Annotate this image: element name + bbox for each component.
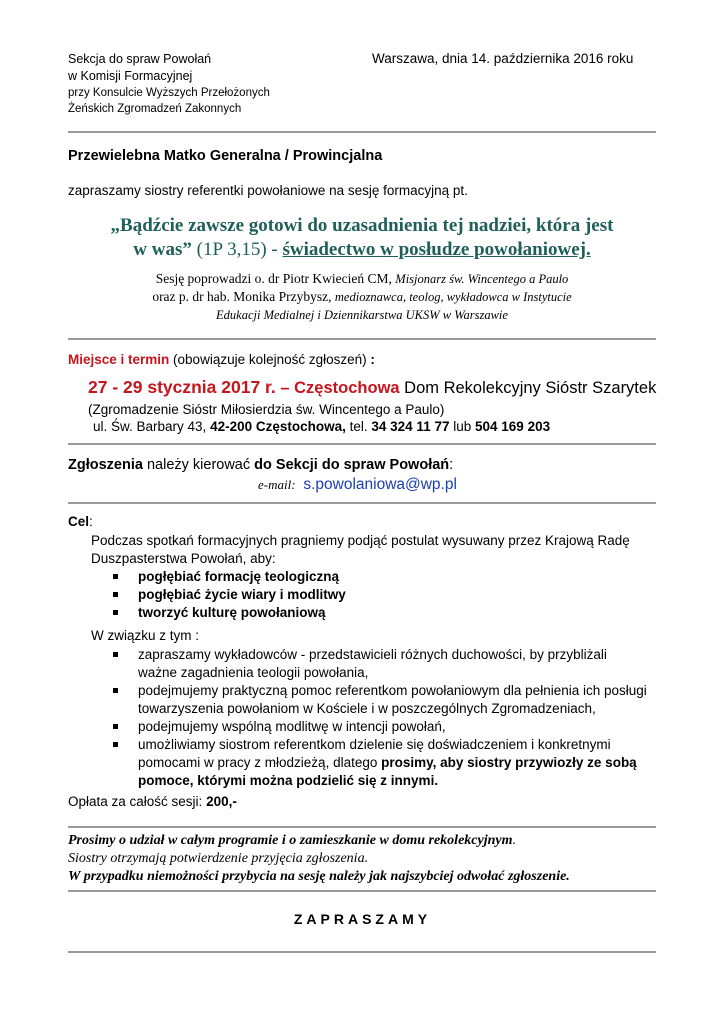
speaker-2-name: oraz p. dr hab. Monika Przybysz, (152, 289, 335, 304)
action-item-line: ważne zagadnienia teologii powołania, (138, 665, 369, 680)
action-item-text: pomocami w pracy z młodzieżą, dlatego (138, 755, 382, 770)
therefore-label: W związku z tym : (91, 628, 200, 643)
email-label: e-mail: (258, 477, 296, 492)
congregation-line: (Zgromadzenie Sióstr Miłosierdzia św. Wincentego a Paulo) (88, 402, 445, 417)
action-item-line: zapraszamy wykładowców - przedstawicieli różnych duchowości, by przybliżali (138, 647, 607, 662)
notes-block (68, 832, 668, 886)
bullet-icon (113, 724, 118, 729)
email-link[interactable]: s.powolaniowa@wp.pl (303, 476, 457, 493)
letter-date: Warszawa, dnia 14. października 2016 roku (372, 51, 634, 66)
event-date-line (88, 377, 656, 398)
action-item-line: podejmujemy praktyczną pomoc referentkom powołaniowym dla pełnienia ich posługi (138, 683, 647, 698)
closing-heading: ZAPRASZAMY (293, 911, 432, 927)
note-1-dot: . (512, 833, 516, 848)
speaker-1-name: Sesję poprowadzi o. dr Piotr Kwiecień CM, (155, 271, 396, 286)
note-3-text: W przypadku niemożności przybycia na sesję należy jak najszybciej odwołać zgłoszenie. (68, 869, 570, 884)
goal-intro-line-1: Podczas spotkań formacyjnych pragniemy podjąć postulat wysuwany przez Krajową Radę (91, 533, 630, 548)
goal-label (68, 514, 93, 529)
goal-label-text: Cel (68, 514, 90, 529)
action-item-emphasis: pomoce, którymi można podzielić się z innymi. (138, 773, 439, 788)
action-item-emphasis: prosimy, aby siostry przywiozły ze sobą (381, 755, 637, 770)
goal-item: pogłębiać życie wiary i modlitwy (138, 587, 346, 602)
divider (68, 443, 656, 445)
street: ul. Św. Barbary 43, (93, 419, 211, 434)
salutation: Przewielebna Matko Generalna / Prowincjalna (68, 148, 383, 164)
session-title-line-2 (68, 238, 656, 262)
action-item-line: towarzyszenia powołaniom w Kościele i w poszczególnych Zgromadzeniach, (138, 701, 596, 716)
place-label (68, 352, 375, 367)
postal-city: 42-200 Częstochowa, (210, 419, 346, 434)
sender-line-1: Sekcja do spraw Powołań (68, 52, 212, 66)
title-citation: (1P 3,15) - (191, 239, 283, 260)
speaker-1 (68, 270, 656, 288)
event-dash: – (275, 379, 295, 397)
session-title (68, 214, 656, 262)
registration-recipient: do Sekcji do spraw Powołań (254, 457, 450, 473)
registration-line (68, 457, 453, 473)
divider (68, 826, 656, 828)
note-2: Siostry otrzymają potwierdzenie przyjęcia zgłoszenia. (68, 851, 369, 866)
action-item-line (138, 754, 648, 772)
email-line (258, 476, 457, 494)
place-label-colon: : (370, 352, 375, 367)
speaker-2-role-cont (68, 306, 656, 324)
action-item-line: umożliwiamy siostrom referentkom dzielenie się doświadczeniem i konkretnymi (138, 737, 611, 752)
goal-label-colon: : (89, 514, 93, 529)
sender-line-3: przy Konsulcie Wyższych Przełożonych (68, 87, 270, 99)
phone-1: 34 324 11 77 (371, 419, 450, 434)
place-label-heading: Miejsce i termin (68, 352, 170, 367)
speakers-block (68, 270, 656, 324)
address-line (93, 419, 550, 434)
phone-or: lub (449, 419, 476, 434)
sender-block (68, 51, 270, 117)
note-3 (68, 868, 668, 886)
invitation-text: zapraszamy siostry referentki powołaniowe na sesję formacyjną pt. (68, 183, 468, 198)
event-house: Dom Rekolekcyjny Sióstr Szarytek (399, 379, 657, 397)
session-title-line-1: „Bądźcie zawsze gotowi do uzasadnienia tej nadziei, która jest (110, 215, 614, 236)
title-quote-end: w was” (133, 239, 192, 260)
bullet-icon (113, 688, 118, 693)
goal-intro-line-2: Duszpasterstwa Powołań, aby: (91, 551, 276, 566)
place-label-note: (obowiązuje kolejność zgłoszeń) (169, 352, 371, 367)
goal-intro (91, 532, 651, 568)
divider (68, 951, 656, 953)
sender-line-2: w Komisji Formacyjnej (68, 69, 193, 83)
fee-line (68, 794, 237, 809)
bullet-icon (113, 610, 118, 615)
tel-label: tel. (345, 419, 372, 434)
divider (68, 131, 656, 133)
speaker-2 (68, 288, 656, 306)
bullet-icon (113, 592, 118, 597)
registration-text: należy kierować (142, 457, 255, 473)
action-item-line: podejmujemy wspólną modlitwę w intencji powołań, (138, 719, 446, 734)
bullet-icon (113, 742, 118, 747)
registration-label: Zgłoszenia (68, 457, 143, 473)
goal-item: tworzyć kulturę powołaniową (138, 605, 326, 620)
speaker-2-role: medioznawca, teolog, wykładowca w Instytucie (334, 290, 572, 304)
divider (68, 338, 656, 340)
event-dates: 27 - 29 stycznia 2017 r. (88, 377, 276, 397)
bullet-icon (113, 574, 118, 579)
note-1 (68, 832, 668, 850)
fee-amount: 200,- (206, 794, 237, 809)
divider (68, 890, 656, 892)
goal-item: pogłębiać formację teologiczną (138, 569, 340, 584)
note-1-text: Prosimy o udział w całym programie i o zamieszkanie w domu rekolekcyjnym (68, 833, 513, 848)
fee-label: Opłata za całość sesji: (68, 794, 207, 809)
title-subtitle: świadectwo w posłudze powołaniowej. (282, 239, 591, 260)
registration-colon: : (449, 457, 454, 473)
divider (68, 502, 656, 504)
sender-line-4: Żeńskich Zgromadzeń Zakonnych (68, 103, 242, 115)
speaker-2-institution: Edukacji Medialnej i Dziennikarstwa UKSW w Warszawie (216, 308, 508, 322)
phone-2: 504 169 203 (475, 419, 551, 434)
event-city: Częstochowa (294, 379, 400, 397)
speaker-1-role: Misjonarz św. Wincentego a Paulo (395, 272, 569, 286)
bullet-icon (113, 652, 118, 657)
